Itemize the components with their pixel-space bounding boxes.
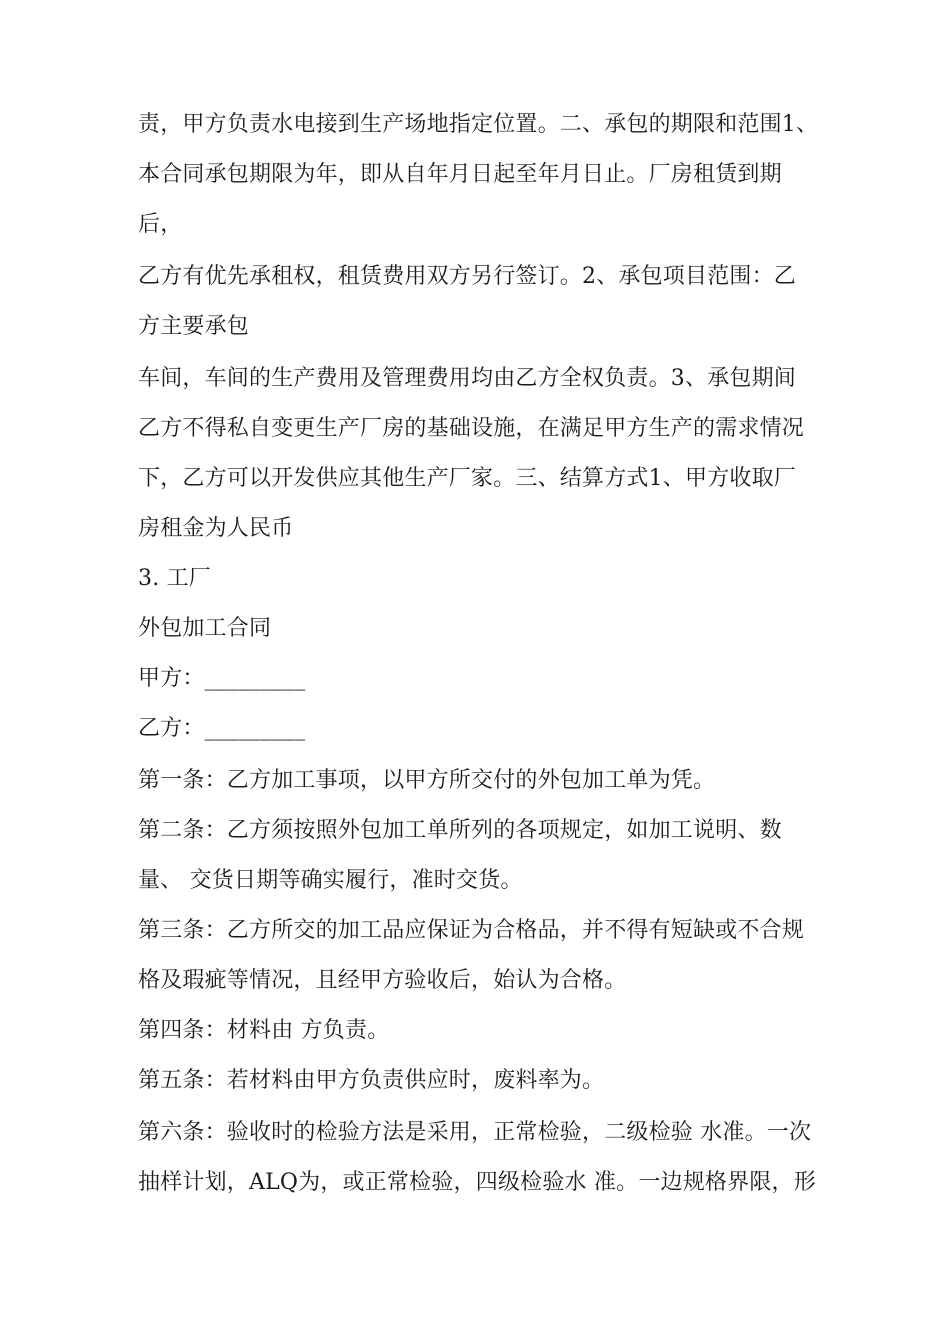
text-line: 后， xyxy=(138,212,183,237)
contract-title: 外包加工合同 xyxy=(138,616,272,641)
article-1: 第一条：乙方加工事项，以甲方所交付的外包加工单为凭。 xyxy=(138,768,716,793)
text-line: 下，乙方可以开发供应其他生产厂家。三、结算方式1、甲方收取厂 xyxy=(138,466,796,491)
section-heading: 3. 工厂 xyxy=(138,566,211,591)
text-line: 本合同承包期限为年，即从自年月日起至年月日止。厂房租赁到期 xyxy=(138,162,782,187)
text-line: 乙方不得私自变更生产厂房的基础设施，在满足甲方生产的需求情况 xyxy=(138,416,805,441)
article-2-cont: 量、 交货日期等确实履行，准时交货。 xyxy=(138,868,523,893)
article-2: 第二条：乙方须按照外包加工单所列的各项规定，如加工说明、数 xyxy=(138,818,782,843)
article-5: 第五条：若材料由甲方负责供应时，废料率为。 xyxy=(138,1068,605,1093)
text-line: 房租金为人民币 xyxy=(138,516,294,541)
article-3-cont: 格及瑕疵等情况，且经甲方验收后，始认为合格。 xyxy=(138,968,627,993)
text-line: 车间，车间的生产费用及管理费用均由乙方全权负责。3、承包期间 xyxy=(138,366,796,391)
article-6-cont: 抽样计划，ALQ为，或正常检验，四级检验水 准。一边规格界限，形 xyxy=(138,1170,816,1195)
text-line: 责，甲方负责水电接到生产场地指定位置。二、承包的期限和范围1、 xyxy=(138,112,819,137)
party-b-field: 乙方：_________ xyxy=(138,716,306,741)
article-6: 第六条：验收时的检验方法是采用，正常检验，二级检验 水准。一次 xyxy=(138,1120,812,1145)
article-4: 第四条：材料由 方负责。 xyxy=(138,1018,390,1043)
party-a-field: 甲方：_________ xyxy=(138,666,306,691)
article-3: 第三条：乙方所交的加工品应保证为合格品，并不得有短缺或不合规 xyxy=(138,918,805,943)
text-line: 乙方有优先承租权，租赁费用双方另行签订。2、承包项目范围：乙 xyxy=(138,264,796,289)
text-line: 方主要承包 xyxy=(138,314,250,339)
